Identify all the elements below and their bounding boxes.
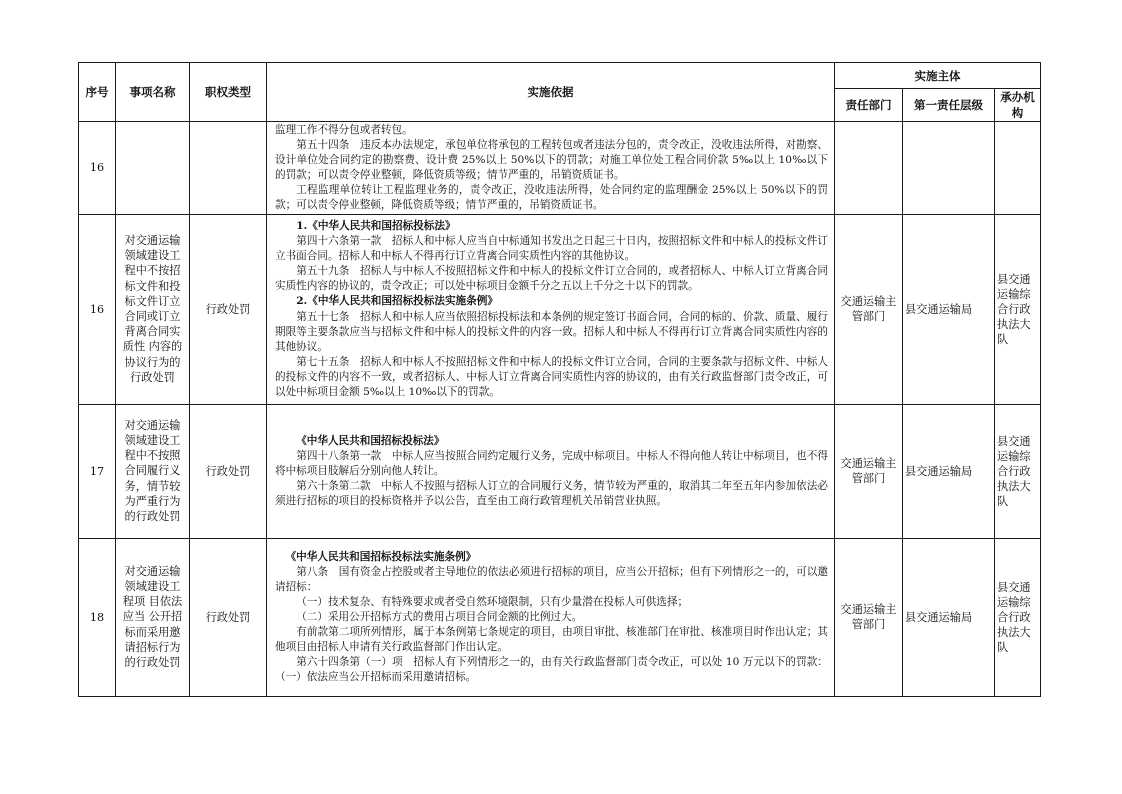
basis-line: 第六十四条第（一）项 招标人有下列情形之一的，由有关行政监督部门责令改正，可以处 10 万元以下的罚款：（一）依法应当公开招标而采用邀请招标。 <box>275 656 828 684</box>
row-seq: 16 <box>79 214 116 404</box>
header-basis: 实施依据 <box>267 63 835 122</box>
basis-line: 监理工作不得分包或者转包。 <box>275 124 413 136</box>
table-row <box>79 538 1041 696</box>
basis-line: 第五十七条 招标人和中标人应当依照招标投标法和本条例的规定签订书面合同，合同的标的、价款、质量、履行期限等主要条款应当与招标文件和中标人的投标文件的内容一致。招标人和中标人不得再行订立背离合同实质性内容的其他协议。 <box>275 310 828 353</box>
row-level: 县交通运输局 <box>903 214 995 404</box>
row-basis <box>267 404 835 538</box>
row-basis <box>267 122 835 215</box>
basis-law-title: 2.《中华人民共和国招标投标法实施条例》 <box>296 295 498 308</box>
header-level: 第一责任层级 <box>903 89 995 122</box>
row-type: 行政处罚 <box>190 538 267 696</box>
header-name: 事项名称 <box>116 63 190 122</box>
row-level <box>903 122 995 215</box>
row-name: 对交通运输领域建设工程中不按照合同履行义务，情节较为严重行为的行政处罚 <box>116 404 190 538</box>
row-org: 县交通运输综合行政执法大队 <box>995 404 1041 538</box>
header-dept: 责任部门 <box>835 89 903 122</box>
row-type: 行政处罚 <box>190 214 267 404</box>
row-level: 县交通运输局 <box>903 404 995 538</box>
row-org: 县交通运输综合行政执法大队 <box>995 214 1041 404</box>
row-seq: 18 <box>79 538 116 696</box>
row-dept: 交通运输主管部门 <box>835 404 903 538</box>
basis-line: 第五十九条 招标人与中标人不按照招标文件和中标人的投标文件订立合同的，或者招标人、中标人订立背离合同实质性内容的协议的，责令改正；可以处中标项目金额千分之五以上千分之十以下的罚款。 <box>275 265 828 293</box>
header-type: 职权类型 <box>190 63 267 122</box>
basis-line: 工程监理单位转让工程监理业务的，责令改正，没收违法所得，处合同约定的监理酬金 25%以上 50%以下的罚款；可以责令停业整顿，降低资质等级；情节严重的，吊销资质证书。 <box>275 184 828 212</box>
header-subject: 实施主体 <box>835 63 1041 89</box>
header-org: 承办机构 <box>995 89 1041 122</box>
row-seq: 17 <box>79 404 116 538</box>
authority-table <box>78 62 1041 697</box>
document-page <box>78 62 1040 684</box>
row-type <box>190 122 267 215</box>
basis-line: （二）采用公开招标方式的费用占项目合同金额的比例过大。 <box>296 611 583 624</box>
row-name: 对交通运输领域建设工程中不按招标文件和投标文件订立合同或订立背离合同实质性 内容的协议行为的行政处罚 <box>116 214 190 404</box>
row-seq: 16 <box>79 122 116 215</box>
row-basis <box>267 538 835 696</box>
row-dept: 交通运输主管部门 <box>835 538 903 696</box>
header-seq: 序号 <box>79 63 116 122</box>
basis-law-title: 《中华人民共和国招标投标法实施条例》 <box>285 550 477 563</box>
row-name: 对交通运输领域建设工程项 目依法应当 公开招标而采用邀请招标行为的行政处罚 <box>116 538 190 696</box>
row-org: 县交通运输综合行政执法大队 <box>995 538 1041 696</box>
row-dept <box>835 122 903 215</box>
row-type: 行政处罚 <box>190 404 267 538</box>
basis-line: 第四十八条第一款 中标人应当按照合同约定履行义务，完成中标项目。中标人不得向他人转让中标项目，也不得将中标项目肢解后分别向他人转让。 <box>275 449 828 478</box>
basis-line: 第五十四条 违反本办法规定，承包单位将承包的工程转包或者违法分包的，责令改正，没收违法所得，对勘察、设计单位处合同约定的勘察费、设计费 25%以上 50%以下的罚款；对施工单位处工程合同价款 5‰以上 10‰以下的罚款；可以责令停业整顿，降低资质等级；情节严重的，吊销资质证书。 <box>275 139 828 182</box>
basis-line: 有前款第二项所列情形，属于本条例第七条规定的项目，由项目审批、核准部门在审批、核准项目时作出认定；其他项目由招标人申请有关行政监督部门作出认定。 <box>275 626 828 654</box>
row-dept: 交通运输主管部门 <box>835 214 903 404</box>
row-org <box>995 122 1041 215</box>
basis-line: 第四十六条第一款 招标人和中标人应当自中标通知书发出之日起三十日内，按照招标文件和中标人的投标文件订立书面合同。招标人和中标人不得再行订立背离合同实质性内容的其他协议。 <box>275 235 828 263</box>
basis-line: 第六十条第二款 中标人不按照与招标人订立的合同履行义务，情节较为严重的，取消其二年至五年内参加依法必须进行招标的项目的投标资格并予以公告，直至由工商行政管理机关吊销营业执照。 <box>275 480 828 508</box>
table-row <box>79 404 1041 538</box>
basis-line: （一）技术复杂、有特殊要求或者受自然环境限制，只有少量潜在投标人可供选择； <box>296 595 689 608</box>
row-name <box>116 122 190 215</box>
basis-law-title: 1.《中华人民共和国招标投标法》 <box>296 220 456 232</box>
basis-law-title: 《中华人民共和国招标投标法》 <box>296 434 445 447</box>
table-row <box>79 122 1041 215</box>
basis-line: 第七十五条 招标人和中标人不按照招标文件和中标人的投标文件订立合同，合同的主要条款与招标文件、中标人的投标文件的内容不一致，或者招标人、中标人订立背离合同实质性内容的协议的，由有关行政监督部门责令改正，可以处中标项目金额 5‰以上 10‰以下的罚款。 <box>275 355 828 399</box>
row-basis <box>267 214 835 404</box>
row-level: 县交通运输局 <box>903 538 995 696</box>
table-row <box>79 214 1041 404</box>
basis-line: 第八条 国有资金占控股或者主导地位的依法必须进行招标的项目，应当公开招标；但有下列情形之一的，可以邀请招标： <box>275 565 828 593</box>
